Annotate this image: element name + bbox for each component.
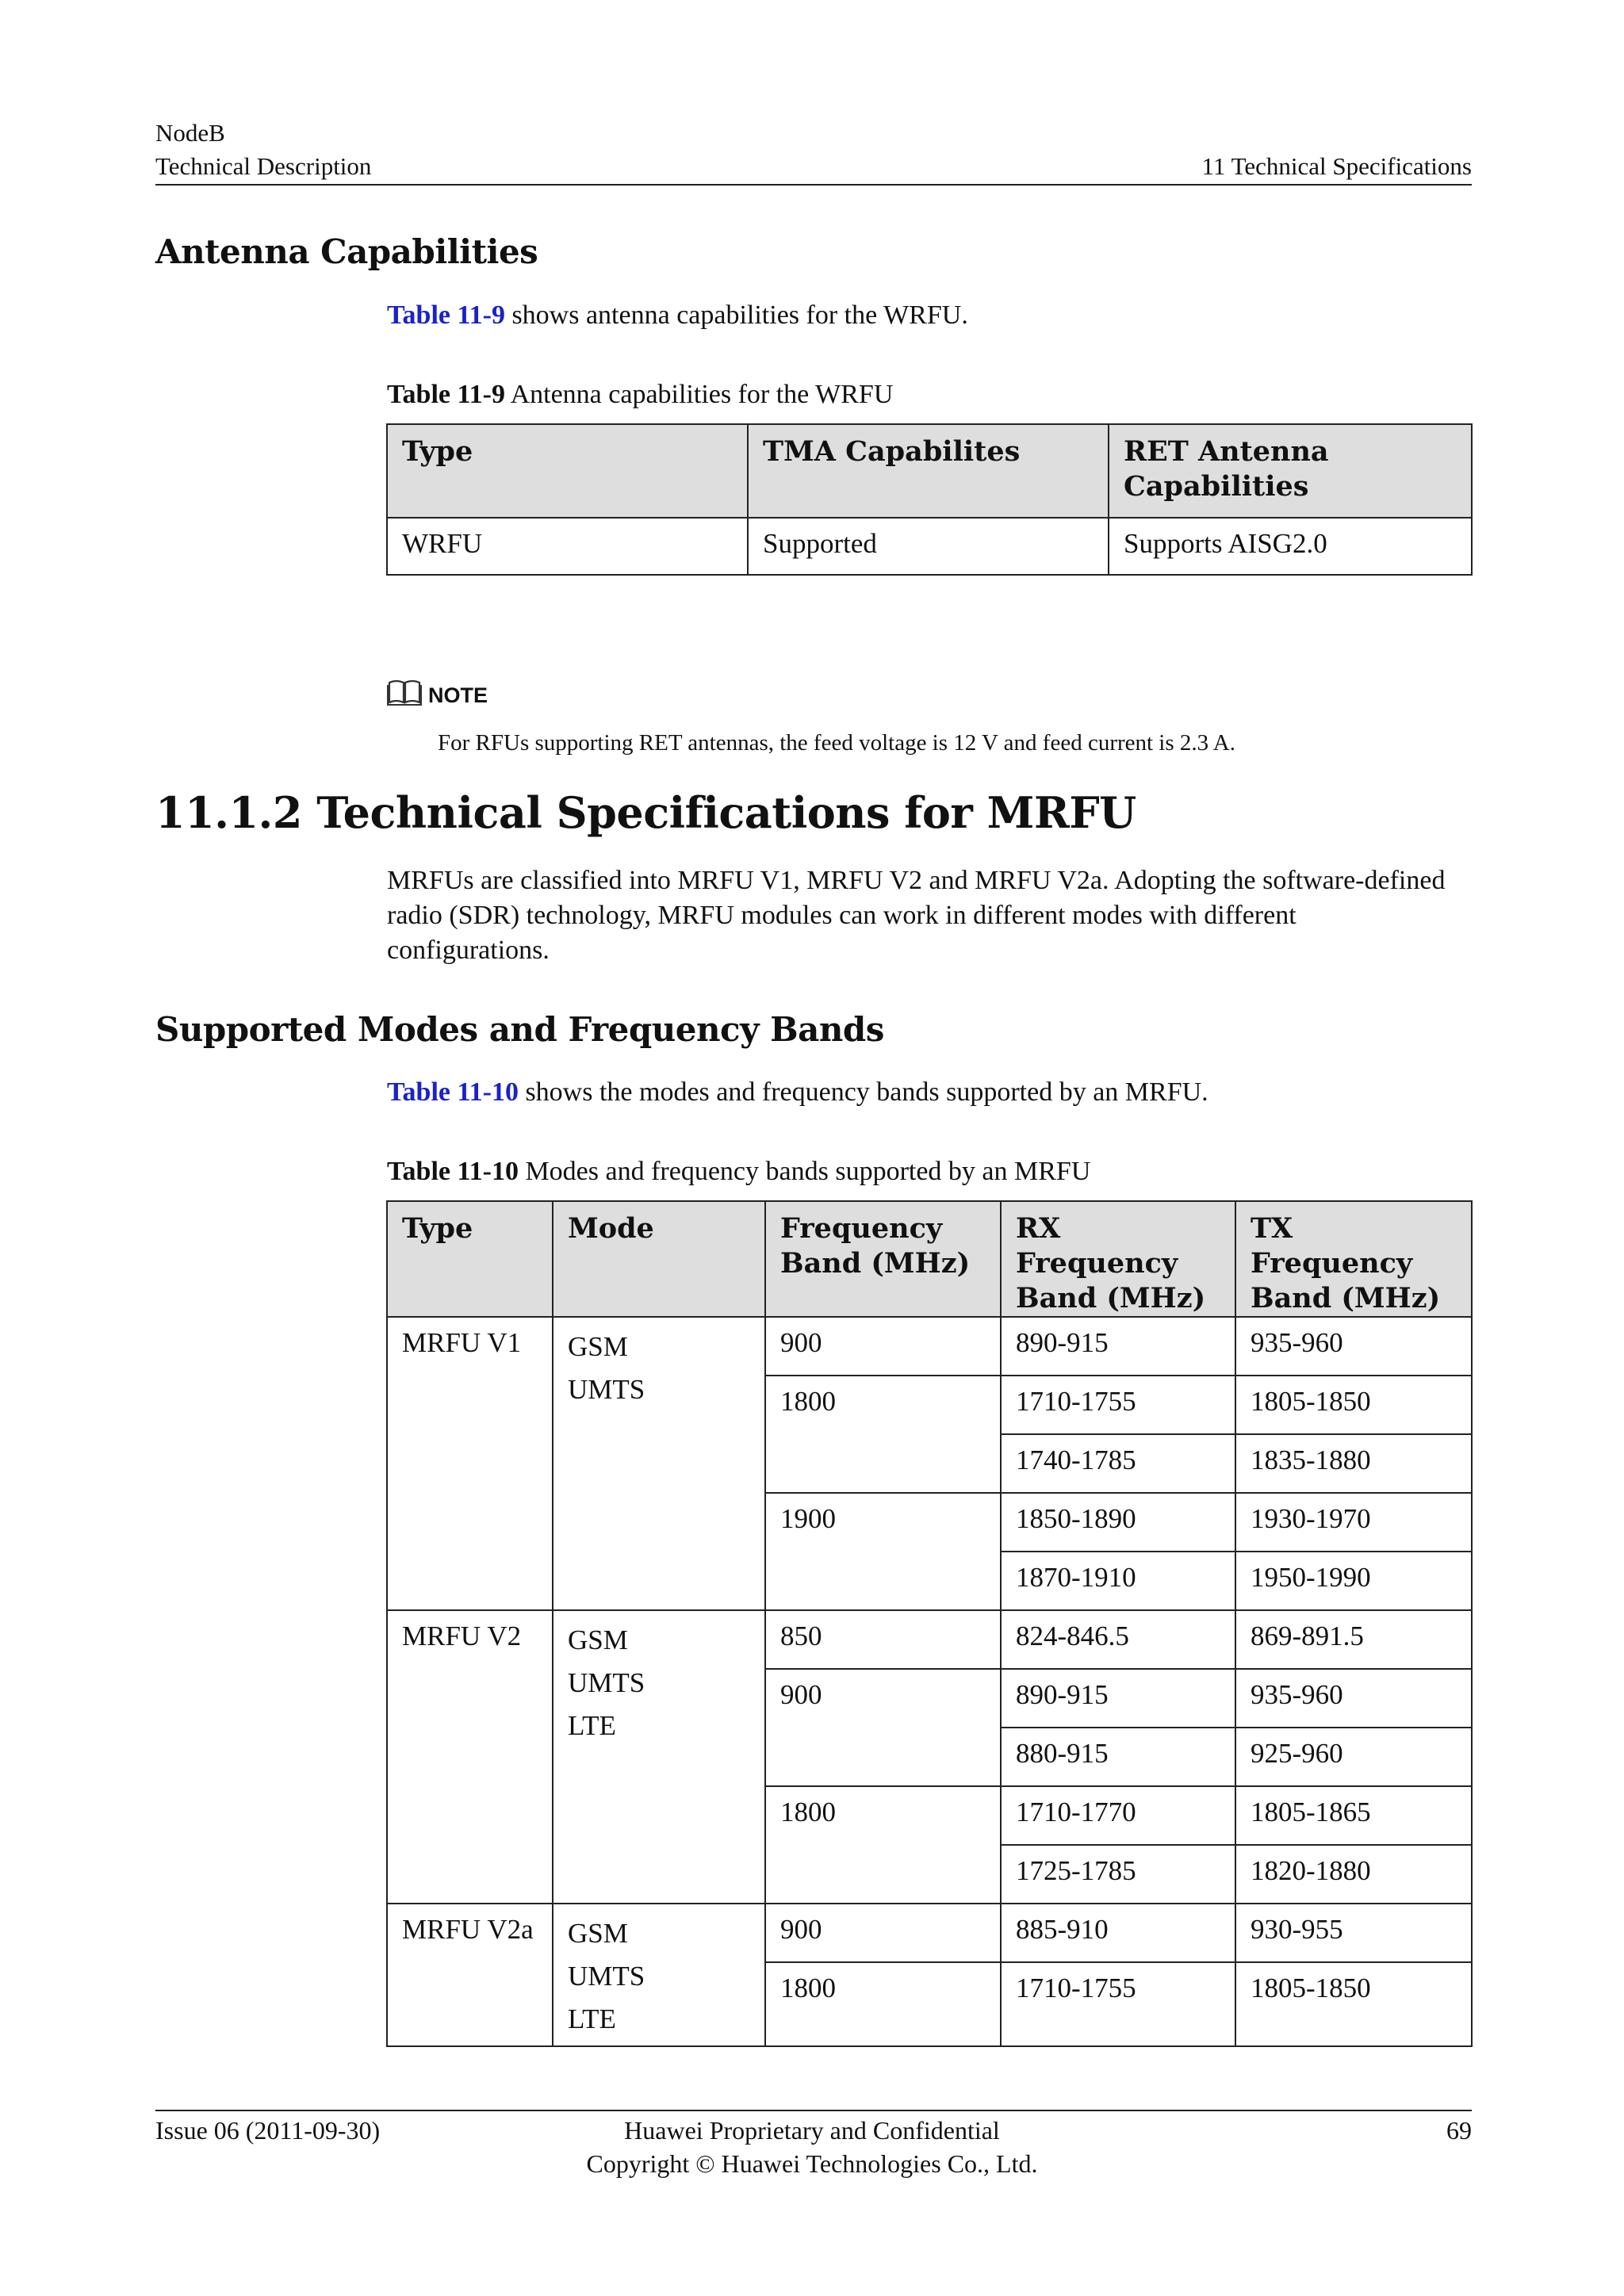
header-cell: Mode (553, 1201, 765, 1317)
caption-number: Table 11-10 (387, 1157, 519, 1186)
mode-item: LTE (568, 2003, 616, 2034)
mode-item: LTE (568, 1710, 616, 1741)
table-header-row (387, 1201, 1472, 1317)
band-cell: 900 (765, 1904, 1001, 1962)
tx-cell: 1805-1850 (1235, 1376, 1472, 1434)
rx-cell: 1725-1785 (1001, 1845, 1235, 1904)
header-cell: Type (387, 1201, 553, 1317)
rx-cell: 880-915 (1001, 1728, 1235, 1786)
note-label: NOTE (428, 683, 488, 707)
footer-rule (155, 2110, 1472, 2111)
section-heading-mrfu: 11.1.2 Technical Specifications for MRFU (155, 787, 1136, 838)
caption-text: Antenna capabilities for the WRFU (504, 380, 894, 409)
footer-confidential: Huawei Proprietary and Confidential (624, 2116, 1000, 2145)
table-header-row (387, 424, 1472, 518)
tx-cell: 1835-1880 (1235, 1434, 1472, 1493)
rx-cell: 890-915 (1001, 1669, 1235, 1728)
table-row (387, 1317, 1472, 1376)
tx-cell: 1805-1865 (1235, 1786, 1472, 1845)
table-11-9-link[interactable]: Table 11-9 (387, 300, 505, 330)
mode-cell (553, 1610, 765, 1904)
rx-cell: 824-846.5 (1001, 1610, 1235, 1669)
rx-cell: 1850-1890 (1001, 1493, 1235, 1552)
tx-cell: 935-960 (1235, 1669, 1472, 1728)
band-cell: 900 (765, 1669, 1001, 1786)
antenna-table (386, 423, 1473, 576)
band-cell: 1900 (765, 1493, 1001, 1610)
mode-item: GSM (568, 1624, 628, 1655)
band-cell: 1800 (765, 1376, 1001, 1493)
mrfu-intro2-text: shows the modes and frequency bands supported by an MRFU. (518, 1077, 1208, 1107)
caption-number: Table 11-9 (387, 380, 505, 409)
tx-cell: 1805-1850 (1235, 1962, 1472, 2046)
table-cell: Supports AISG2.0 (1109, 518, 1472, 575)
tx-cell: 935-960 (1235, 1317, 1472, 1376)
table-row (387, 518, 1472, 575)
modes-bands-table (386, 1200, 1473, 2047)
rx-cell: 1740-1785 (1001, 1434, 1235, 1493)
rx-cell: 1870-1910 (1001, 1552, 1235, 1610)
header-rule (155, 184, 1472, 186)
rx-cell: 1710-1770 (1001, 1786, 1235, 1845)
table-cell: WRFU (387, 518, 748, 575)
tx-cell: 925-960 (1235, 1728, 1472, 1786)
type-cell: MRFU V2a (387, 1904, 553, 2046)
note-book-icon (387, 679, 422, 710)
rx-cell: 890-915 (1001, 1317, 1235, 1376)
subheading-modes-bands: Supported Modes and Frequency Bands (155, 1010, 884, 1049)
mrfu-intro2 (387, 1075, 1208, 1110)
header-cell: RX Frequency Band (MHz) (1001, 1201, 1235, 1317)
antenna-intro (387, 298, 968, 333)
table-cell: Supported (748, 518, 1109, 575)
mode-item: GSM (568, 1918, 628, 1949)
rx-cell: 1710-1755 (1001, 1376, 1235, 1434)
band-cell: 850 (765, 1610, 1001, 1669)
band-cell: 1800 (765, 1786, 1001, 1904)
type-cell: MRFU V2 (387, 1610, 553, 1904)
page-number: 69 (1446, 2116, 1472, 2145)
table-11-10-caption (387, 1154, 1090, 1189)
header-chapter: 11 Technical Specifications (1201, 152, 1472, 180)
caption-text: Modes and frequency bands supported by an MRFU (518, 1157, 1091, 1186)
tx-cell: 1950-1990 (1235, 1552, 1472, 1610)
mode-cell (553, 1317, 765, 1610)
header-cell: TX Frequency Band (MHz) (1235, 1201, 1472, 1317)
mode-cell (553, 1904, 765, 2046)
mode-item: UMTS (568, 1667, 645, 1698)
tx-cell: 1930-1970 (1235, 1493, 1472, 1552)
table-11-9-caption (387, 377, 893, 412)
section-heading-antenna: Antenna Capabilities (155, 232, 538, 271)
tx-cell: 869-891.5 (1235, 1610, 1472, 1669)
header-doc-title: Technical Description (155, 152, 372, 180)
header-cell: Frequency Band (MHz) (765, 1201, 1001, 1317)
mode-item: GSM (568, 1331, 628, 1362)
table-row (387, 1610, 1472, 1669)
note-text: For RFUs supporting RET antennas, the feed voltage is 12 V and feed current is 2.3 A. (438, 730, 1235, 756)
type-cell: MRFU V1 (387, 1317, 553, 1610)
footer-copyright: Copyright © Huawei Technologies Co., Ltd. (586, 2149, 1038, 2178)
tx-cell: 930-955 (1235, 1904, 1472, 1962)
table-row (387, 1904, 1472, 1962)
antenna-intro-text: shows antenna capabilities for the WRFU. (504, 300, 968, 330)
header-product: NodeB (155, 119, 225, 147)
mode-item: UMTS (568, 1374, 645, 1405)
band-cell: 900 (765, 1317, 1001, 1376)
footer-issue: Issue 06 (2011-09-30) (155, 2116, 381, 2145)
mrfu-intro: MRFUs are classified into MRFU V1, MRFU V2 and MRFU V2a. Adopting the software-defined radio (SDR) technology, MRFU modules can work in different modes with different configurations. (387, 866, 1446, 965)
header-cell: TMA Capabilites (748, 424, 1109, 518)
tx-cell: 1820-1880 (1235, 1845, 1472, 1904)
rx-cell: 885-910 (1001, 1904, 1235, 1962)
mode-item: UMTS (568, 1961, 645, 1992)
header-cell: Type (387, 424, 748, 518)
rx-cell: 1710-1755 (1001, 1962, 1235, 2046)
table-11-10-link[interactable]: Table 11-10 (387, 1077, 519, 1107)
header-cell: RET Antenna Capabilities (1109, 424, 1472, 518)
band-cell: 1800 (765, 1962, 1001, 2046)
